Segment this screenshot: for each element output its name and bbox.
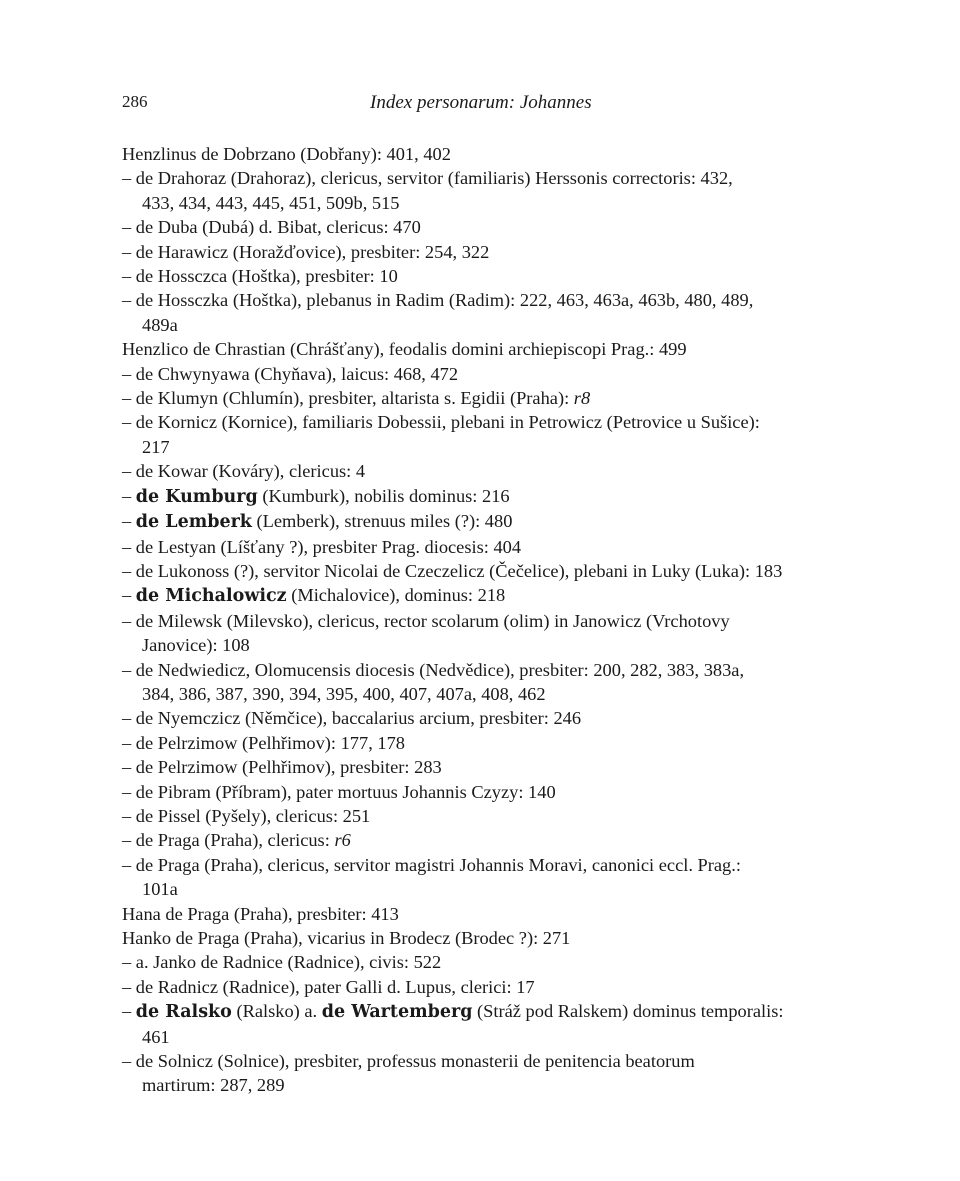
index-entry: Hanko de Praga (Praha), vicarius in Brodecz (Brodec ?): 271 [122,928,571,948]
index-entry: – de Lemberk (Lemberk), strenuus miles (?): 480 [122,511,513,533]
index-entry: – de Kumburg (Kumburk), nobilis dominus: 216 [122,485,510,507]
index-entry: – de Drahoraz (Drahoraz), clericus, servitor (familiaris) Herssonis correctoris: 432, 433, 434, 443, 445, 451, 509b, 515 [122,168,733,213]
running-title: Index personarum: Johannes [370,92,592,113]
index-entry: – de Klumyn (Chlumín), presbiter, altarista s. Egidii (Praha): r8 [122,388,591,409]
page-number: 286 [122,92,148,111]
index-entry: – de Milewsk (Milevsko), clericus, rector scolarum (olim) in Janowicz (Vrchotovy Janovice): 108 [122,610,730,656]
index-entry: – de Praga (Praha), clericus, servitor magistri Johannis Moravi, canonici eccl. Prag.: 101a [122,854,741,900]
index-entry: – de Pelrzimow (Pelhřimov), presbiter: 283 [122,757,442,778]
index-entry: – de Harawicz (Horažďovice), presbiter: 254, 322 [122,241,490,262]
index-entry: Hana de Praga (Praha), presbiter: 413 [122,903,399,924]
index-entry: Henzlico de Chrastian (Chrášťany), feodalis domini archiepiscopi Prag.: 499 [122,339,687,360]
index-entry: – de Hossczka (Hoštka), plebanus in Radim (Radim): 222, 463, 463a, 463b, 480, 489, 489a [122,290,754,335]
index-entry: – de Nedwiedicz, Olomucensis diocesis (Nedvědice), presbiter: 200, 282, 383, 383a, 384, 386, 387, 390, 394, 395, 400, 407, 407a, 408, 462 [122,659,745,704]
index-entry: – de Hossczca (Hoštka), presbiter: 10 [122,266,398,287]
index-entry: – de Michalowicz (Michalovice), dominus: 218 [122,585,506,607]
index-entry: – de Pissel (Pyšely), clericus: 251 [122,805,371,826]
index-entry: – de Pelrzimow (Pelhřimov): 177, 178 [122,732,405,753]
index-entry: – de Lukonoss (?), servitor Nicolai de Czeczelicz (Čečelice), plebani in Luky (Luka): 183 [122,560,783,581]
index-entries [122,142,852,1098]
index-entry: – a. Janko de Radnice (Radnice), civis: 522 [122,952,442,973]
index-entry: – de Kowar (Kováry), clericus: 4 [122,461,366,482]
index-entry: Henzlinus de Dobrzano (Dobřany): 401, 402 [122,144,451,164]
index-entry: – de Kornicz (Kornice), familiaris Dobessii, plebani in Petrowicz (Petrovice u Sušice): 217 [122,412,760,457]
index-entry: – de Nyemczicz (Němčice), baccalarius arcium, presbiter: 246 [122,708,582,729]
index-entry: – de Pibram (Příbram), pater mortuus Johannis Czyzy: 140 [122,781,556,802]
index-entry: – de Duba (Dubá) d. Bibat, clericus: 470 [122,217,421,238]
index-entry: – de Praga (Praha), clericus: r6 [122,830,351,851]
index-entry: – de Solnicz (Solnice), presbiter, professus monasterii de penitencia beatorum martirum: 287, 289 [122,1051,695,1096]
index-entry: – de Chwynyawa (Chyňava), laicus: 468, 472 [122,363,459,384]
index-entry: – de Ralsko (Ralsko) a. de Wartemberg (Stráž pod Ralskem) dominus temporalis: 461 [122,1001,784,1047]
index-entry: – de Radnicz (Radnice), pater Galli d. Lupus, clerici: 17 [122,976,535,997]
index-entry: – de Lestyan (Líšťany ?), presbiter Prag. diocesis: 404 [122,536,522,557]
